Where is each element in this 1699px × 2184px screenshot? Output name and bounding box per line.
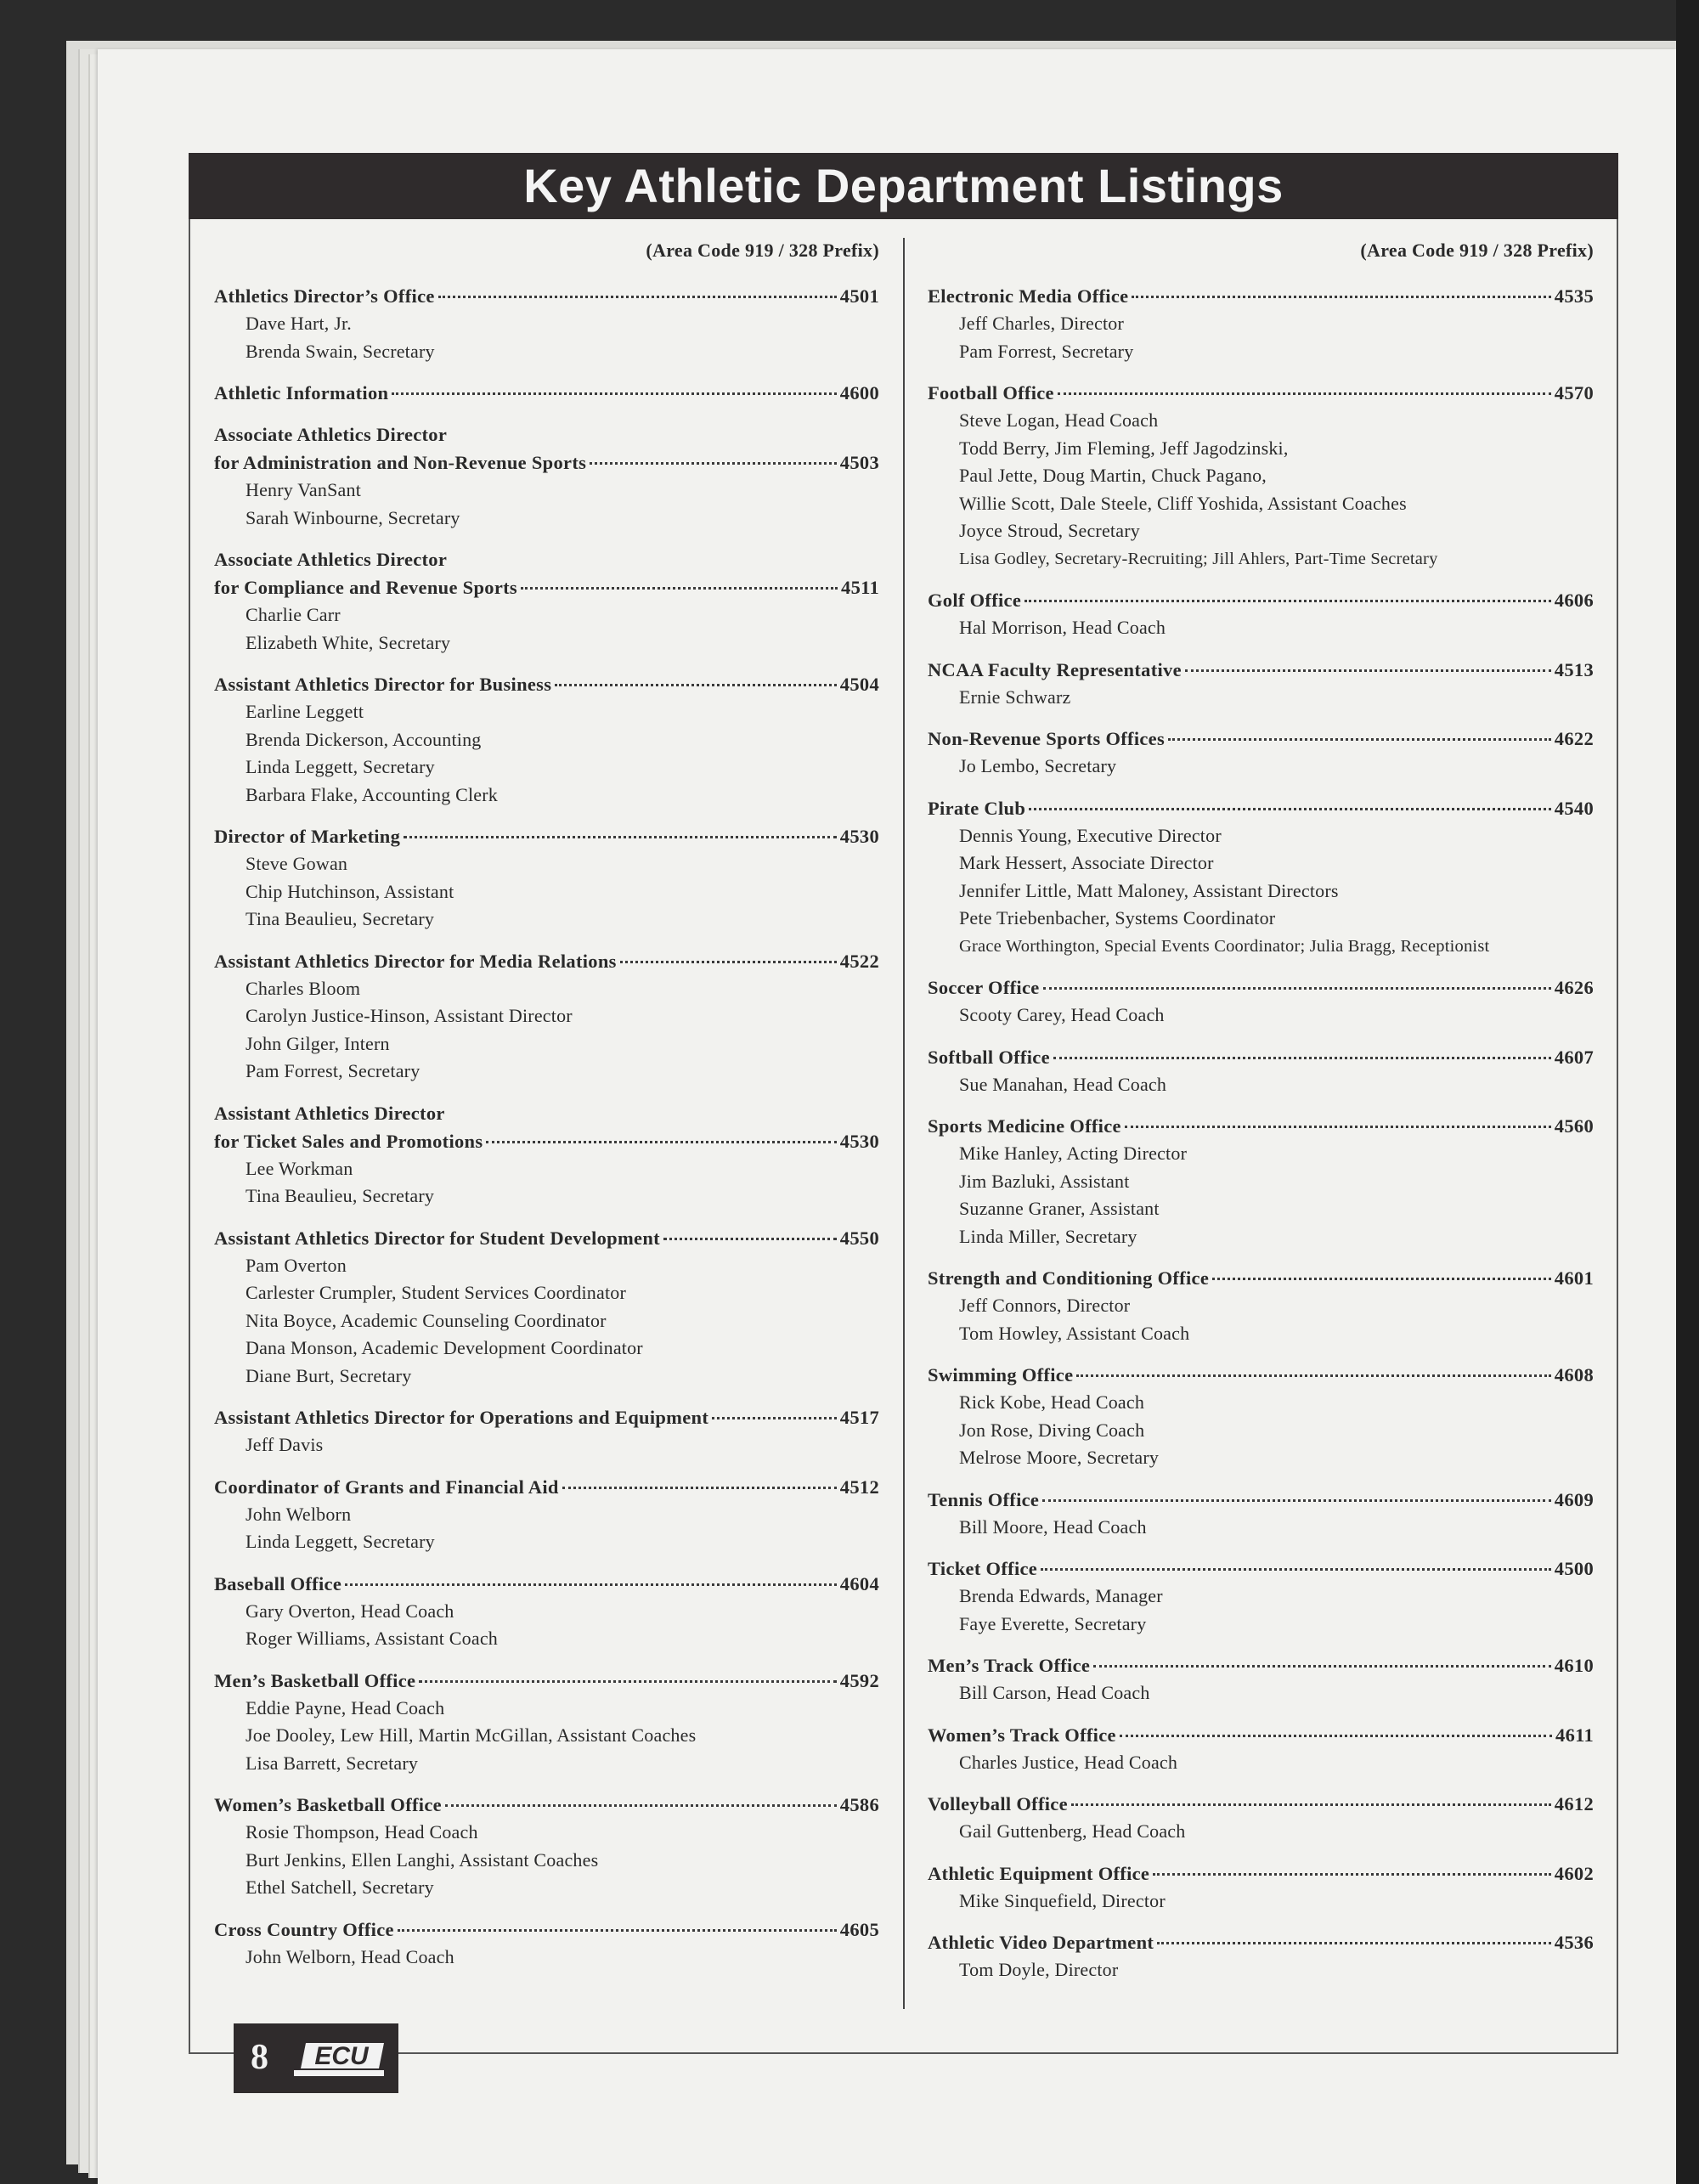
phone-extension: 4607 [1554,1046,1594,1068]
listing-heading [214,379,879,407]
office-title: NCAA Faculty Representative [928,658,1182,680]
listing-entry [928,282,1594,365]
phone-extension: 4540 [1554,797,1594,819]
phone-extension: 4512 [839,1476,879,1498]
dot-leader [1076,1374,1550,1377]
staff-member: Chip Hutchinson, Assistant [246,880,454,902]
listing-heading [214,1403,879,1431]
listing-heading [928,1651,1594,1679]
staff-member: Scooty Carey, Head Coach [959,1004,1165,1025]
dot-leader [345,1583,837,1586]
staff-member: Henry VanSant [246,479,362,500]
office-title: Assistant Athletics Director for Operations and Equipment [214,1407,709,1428]
listing-heading [214,947,879,975]
listing-heading [928,656,1594,684]
listing-heading [928,1555,1594,1583]
staff-member: Carolyn Justice-Hinson, Assistant Director [246,1005,573,1026]
page-title: Key Athletic Department Listings [189,153,1618,219]
dot-leader [562,1486,837,1489]
staff-member: Pete Triebenbacher, Systems Coordinator [959,907,1276,928]
listing-heading [928,1043,1594,1071]
staff-member: Brenda Edwards, Manager [959,1585,1163,1606]
listing-entry [928,1486,1594,1542]
dot-leader [1132,295,1550,298]
phone-extension: 4612 [1554,1793,1594,1814]
staff-member: Pam Forrest, Secretary [246,1060,421,1081]
staff-member: Gary Overton, Head Coach [246,1600,454,1622]
staff-member: Joe Dooley, Lew Hill, Martin McGillan, Assistant Coaches [246,1724,697,1746]
staff-member: Jeff Davis [246,1434,324,1455]
phone-extension: 4503 [839,452,879,473]
dot-leader [1153,1872,1551,1876]
listing-entry [928,725,1594,781]
listing-entry [928,586,1594,642]
left-entries [214,282,879,1971]
listing-heading [214,573,879,601]
listing-heading [214,1791,879,1819]
dot-leader [663,1237,837,1240]
staff-member: Tina Beaulieu, Secretary [246,908,435,929]
staff-member: Gail Guttenberg, Head Coach [959,1820,1186,1842]
staff-member: Linda Leggett, Secretary [246,1531,435,1552]
staff-member: Jim Bazluki, Assistant [959,1170,1130,1192]
phone-extension: 4550 [839,1227,879,1249]
staff-member: Paul Jette, Doug Martin, Chuck Pagano, [959,465,1267,486]
dot-leader [1058,392,1551,395]
phone-extension: 4536 [1554,1932,1594,1953]
ecu-logo [289,2036,389,2082]
listing-entry [214,1099,879,1211]
office-title: Women’s Basketball Office [214,1794,442,1815]
staff-member: Tina Beaulieu, Secretary [246,1185,435,1206]
staff-member: Joyce Stroud, Secretary [959,520,1140,541]
listing-heading [214,1916,879,1944]
area-code-note: (Area Code 919 / 328 Prefix) [646,240,879,261]
office-title: Athletic Equipment Office [928,1862,1150,1884]
phone-extension: 4622 [1554,728,1594,749]
staff-member: Willie Scott, Dale Steele, Cliff Yoshida, Assistant Coaches [959,492,1407,514]
staff-member: Steve Gowan [246,853,348,874]
dot-leader [1071,1803,1551,1806]
listing-heading-line: Associate Athletics Director [214,424,448,445]
phone-extension: 4605 [839,1918,879,1940]
area-code-note: (Area Code 919 / 328 Prefix) [1360,240,1594,261]
scan-border [1676,0,1699,2184]
phone-extension: 4600 [839,382,879,404]
page-number: 8 [251,2038,268,2077]
staff-member: Lisa Godley, Secretary-Recruiting; Jill Ahlers, Part-Time Secretary [959,549,1438,568]
listing-entry [214,947,879,1086]
phone-extension: 4501 [839,285,879,307]
dot-leader [404,835,837,838]
staff-member: Jo Lembo, Secretary [959,755,1117,776]
phone-extension: 4586 [839,1794,879,1815]
phone-extension: 4500 [1554,1558,1594,1579]
listing-entry [928,1361,1594,1472]
listing-entry [928,1264,1594,1347]
listing-entry [928,1860,1594,1916]
dot-leader [590,461,837,465]
listing-entry [928,794,1594,961]
listing-heading [214,1667,879,1695]
phone-extension: 4606 [1554,590,1594,611]
dot-leader [1093,1664,1551,1668]
listing-entry [928,656,1594,712]
phone-extension: 4608 [1554,1364,1594,1385]
staff-member: Carlester Crumpler, Student Services Coordinator [246,1282,627,1303]
office-title: Men’s Track Office [928,1655,1091,1676]
dot-leader [620,960,837,963]
office-title: Strength and Conditioning Office [928,1267,1210,1289]
office-title: Football Office [928,382,1054,404]
listing-entry [214,379,879,407]
listing-heading [214,449,879,477]
staff-member: Jennifer Little, Matt Maloney, Assistant Directors [959,879,1339,901]
staff-member: Earline Leggett [246,701,364,722]
listing-entry [928,1721,1594,1777]
staff-member: Sue Manahan, Head Coach [959,1073,1167,1095]
office-title: Non-Revenue Sports Offices [928,728,1166,749]
phone-extension: 4611 [1555,1724,1594,1746]
listing-heading [928,1264,1594,1292]
office-title: Swimming Office [928,1364,1074,1385]
listing-heading [928,973,1594,1002]
staff-member: Tom Doyle, Director [959,1959,1119,1980]
staff-member: Burt Jenkins, Ellen Langhi, Assistant Coaches [246,1848,599,1871]
office-title: Assistant Athletics Director for Media Relations [214,950,617,972]
listing-heading [928,282,1594,310]
listing-entry [214,670,879,809]
dot-leader [1125,1125,1551,1128]
listing-heading [928,725,1594,753]
office-title: Men’s Basketball Office [214,1669,416,1691]
listing-heading-line: Assistant Athletics Director [214,1102,445,1124]
office-title: for Ticket Sales and Promotions [214,1130,483,1152]
dot-leader [1212,1277,1551,1280]
staff-member: Charlie Carr [246,604,341,625]
phone-extension: 4592 [839,1669,879,1691]
office-title: Assistant Athletics Director for Business [214,674,552,695]
listing-heading [928,1790,1594,1818]
phone-extension: 4604 [839,1572,879,1594]
dot-leader [1185,669,1551,672]
staff-member: Rick Kobe, Head Coach [959,1391,1145,1413]
listing-entry [214,1473,879,1556]
dot-leader [1042,1498,1551,1502]
listing-entry [214,420,879,532]
staff-member: Melrose Moore, Secretary [959,1447,1160,1468]
staff-member: Charles Bloom [246,977,361,999]
listing-heading [928,1860,1594,1888]
office-title: Golf Office [928,590,1022,611]
listing-entry [928,1112,1594,1250]
phone-extension: 4517 [839,1407,879,1428]
staff-member: Charles Justice, Head Coach [959,1751,1178,1773]
office-title: Assistant Athletics Director for Student Development [214,1227,660,1249]
dot-leader [445,1803,837,1807]
staff-member: Jeff Charles, Director [959,313,1124,334]
staff-member: Mike Hanley, Acting Director [959,1143,1188,1164]
office-title: Volleyball Office [928,1793,1068,1814]
staff-member: Tom Howley, Assistant Coach [959,1322,1190,1344]
staff-member: Pam Forrest, Secretary [959,340,1134,362]
office-title: Coordinator of Grants and Financial Aid [214,1476,559,1498]
listing-entry [928,1651,1594,1707]
office-title: Baseball Office [214,1572,342,1594]
staff-member: John Gilger, Intern [246,1032,390,1054]
phone-extension: 4570 [1554,382,1594,404]
staff-member: Rosie Thompson, Head Coach [246,1821,478,1843]
listing-entry [214,1791,879,1902]
dot-leader [398,1928,837,1932]
listing-heading [214,670,879,698]
listing-entry [928,379,1594,573]
dot-leader [521,586,838,590]
phone-extension: 4511 [841,577,879,598]
staff-member: Lisa Barrett, Secretary [246,1752,419,1774]
staff-member: Suzanne Graner, Assistant [959,1198,1160,1219]
dot-leader [486,1140,836,1143]
right-entries [928,282,1594,1984]
listing-heading [214,1570,879,1598]
dot-leader [555,683,837,686]
office-title: Director of Marketing [214,826,401,847]
office-title: for Administration and Non-Revenue Sports [214,452,587,473]
listing-heading [928,1112,1594,1140]
phone-extension: 4504 [839,674,879,695]
listing-entry [214,1224,879,1391]
staff-member: Dennis Young, Executive Director [959,824,1222,846]
staff-member: Jeff Connors, Director [959,1295,1131,1316]
dot-leader [1053,1056,1551,1059]
staff-member: Faye Everette, Secretary [959,1612,1147,1634]
ecu-logo-text: ECU [314,2042,369,2070]
phone-extension: 4535 [1554,285,1594,307]
office-title: Tennis Office [928,1488,1040,1510]
staff-member: Steve Logan, Head Coach [959,409,1159,431]
staff-member: Eddie Payne, Head Coach [246,1696,445,1718]
left-column [214,236,879,1984]
phone-extension: 4601 [1554,1267,1594,1289]
staff-member: Ethel Satchell, Secretary [246,1876,434,1898]
staff-member: John Welborn [246,1503,352,1525]
dot-leader [438,295,837,298]
listing-heading [928,794,1594,822]
listing-heading [928,1361,1594,1389]
listing-heading [214,1473,879,1501]
listing-entry [214,1667,879,1778]
staff-member: Dana Monson, Academic Development Coordinator [246,1337,643,1358]
dot-leader [1041,1567,1551,1571]
office-title: Sports Medicine Office [928,1115,1121,1137]
staff-member: Pam Overton [246,1254,347,1276]
staff-member: Bill Carson, Head Coach [959,1682,1150,1703]
staff-member: Sarah Winbourne, Secretary [246,506,460,528]
office-title: for Compliance and Revenue Sports [214,577,517,598]
staff-member: Brenda Dickerson, Accounting [246,728,482,750]
staff-member: Diane Burt, Secretary [246,1364,412,1386]
listing-entry [214,1403,879,1459]
office-title: Athletic Information [214,382,389,404]
right-column [928,236,1594,1998]
office-title: Athletic Video Department [928,1932,1154,1953]
listing-entry [928,1555,1594,1638]
listing-heading [928,1928,1594,1956]
staff-member: Mike Sinquefield, Director [959,1889,1166,1911]
office-title: Soccer Office [928,977,1040,998]
dot-leader [1043,986,1551,990]
phone-extension: 4522 [839,950,879,972]
staff-member: Dave Hart, Jr. [246,313,352,334]
staff-member: Linda Leggett, Secretary [246,756,435,777]
office-title: Cross Country Office [214,1918,394,1940]
phone-extension: 4602 [1554,1862,1594,1884]
phone-extension: 4610 [1554,1655,1594,1676]
listing-heading [214,822,879,850]
listing-heading [214,1224,879,1252]
staff-member: Elizabeth White, Secretary [246,631,451,653]
staff-member: Hal Morrison, Head Coach [959,617,1166,638]
phone-extension: 4530 [839,826,879,847]
phone-extension: 4609 [1554,1488,1594,1510]
dot-leader [1157,1941,1551,1944]
listing-entry [214,282,879,365]
staff-member: Nita Boyce, Academic Counseling Coordinator [246,1309,607,1331]
phone-extension: 4530 [839,1130,879,1152]
listing-entry [214,1570,879,1653]
staff-member: Lee Workman [246,1157,353,1179]
office-title: Electronic Media Office [928,285,1129,307]
phone-extension: 4626 [1554,977,1594,998]
listing-heading [928,586,1594,614]
staff-member: Ernie Schwarz [959,686,1071,708]
staff-member: John Welborn, Head Coach [246,1945,454,1967]
column-divider [903,238,905,2009]
listing-heading [214,282,879,310]
staff-member: Barbara Flake, Accounting Clerk [246,783,499,805]
listing-entry [928,1928,1594,1984]
staff-member: Brenda Swain, Secretary [246,340,435,362]
listing-heading [928,1721,1594,1749]
dot-leader [1120,1734,1552,1737]
listing-entry [928,973,1594,1030]
staff-member: Linda Miller, Secretary [959,1225,1137,1247]
office-title: Ticket Office [928,1558,1038,1579]
staff-member: Grace Worthington, Special Events Coordinator; Julia Bragg, Receptionist [959,936,1490,956]
staff-member: Roger Williams, Assistant Coach [246,1628,499,1649]
listing-heading [928,379,1594,407]
office-title: Softball Office [928,1046,1050,1068]
listing-entry [928,1790,1594,1846]
phone-extension: 4560 [1554,1115,1594,1137]
office-title: Athletics Director’s Office [214,285,435,307]
phone-extension: 4513 [1554,658,1594,680]
office-title: Pirate Club [928,797,1026,819]
staff-member: Mark Hessert, Associate Director [959,852,1214,873]
dot-leader [1024,599,1551,602]
listing-entry [214,545,879,657]
staff-member: Bill Moore, Head Coach [959,1515,1147,1538]
dot-leader [1168,737,1551,741]
dot-leader [392,392,836,395]
listing-heading [928,1486,1594,1514]
office-title: Women’s Track Office [928,1724,1116,1746]
dot-leader [712,1416,837,1419]
listing-entry [928,1043,1594,1099]
staff-member: Todd Berry, Jim Fleming, Jeff Jagodzinski, [959,437,1289,459]
staff-member: Jon Rose, Diving Coach [959,1419,1145,1441]
dot-leader [1029,807,1551,810]
listing-heading [214,1127,879,1155]
listing-entry [214,1916,879,1972]
listing-heading-line: Associate Athletics Director [214,549,448,570]
listing-entry [214,822,879,934]
dot-leader [419,1679,837,1683]
